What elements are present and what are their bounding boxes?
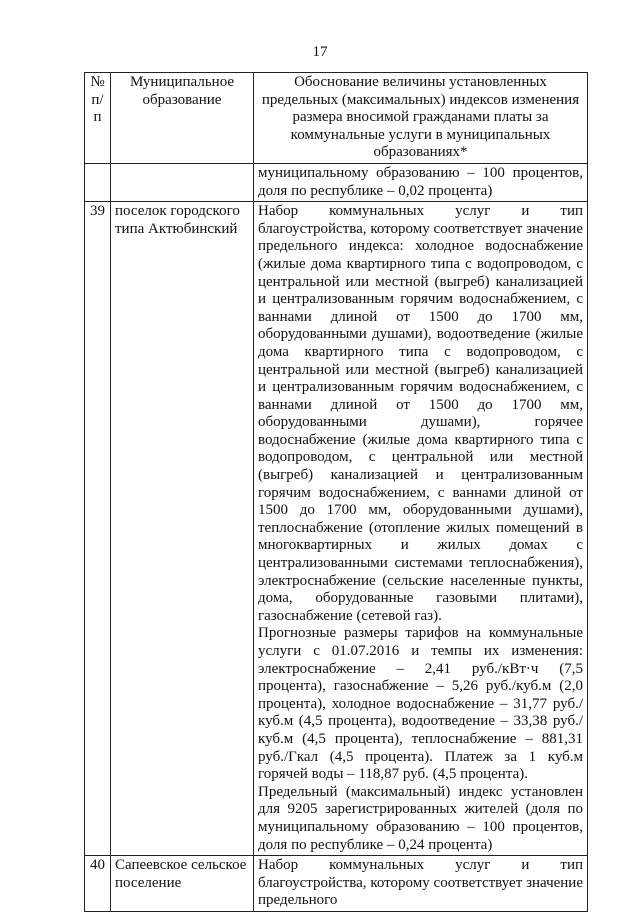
row-number bbox=[85, 163, 111, 201]
header-justification: Обоснование величины установленных предельных (максимальных) индексов изменения размера вносимой гражданами платы за коммунальные услуги в муниципальных образованиях* bbox=[254, 73, 588, 164]
row-justification bbox=[254, 163, 588, 201]
table-row bbox=[85, 202, 588, 856]
justification-paragraph: муниципальному образованию – 100 процентов, доля по республике – 0,02 процента) bbox=[258, 164, 583, 199]
row-municipality: поселок городского типа Актюбинский bbox=[111, 202, 254, 856]
header-num: № п/п bbox=[85, 73, 111, 164]
justification-paragraph: Набор коммунальных услуг и тип благоустройства, которому соответствует значение предельного bbox=[258, 857, 583, 909]
row-justification bbox=[254, 202, 588, 856]
header-municipality: Муниципальное образование bbox=[111, 73, 254, 164]
table-row bbox=[85, 856, 588, 912]
justification-paragraph: Набор коммунальных услуг и тип благоустройства, которому соответствует значение предельного индекса: холодное водоснабжение (жилые дома квартирного типа с водопроводом, с центральной или местной (выгреб) канализацией и централизованным горячим водоснабжением, с ваннами длиной от 1500 до 1700 мм, оборудованными душами), водоотведение (жилые дома квартирного типа с водопроводом, с центральной или местной (выгреб) канализацией и централизованным горячим водоснабжением, с ваннами длиной от 1500 до 1700 мм, оборудованными душами), горячее водоснабжение (жилые дома квартирного типа с водопроводом, с центральной или местной (выгреб) канализацией и централизованным горячим водоснабжением, с ваннами длиной от 1500 до 1700 мм, оборудованными душами), теплоснабжение (отопление жилых помещений в многоквартирных и жилых домах с централизованными системами теплоснабжения), электроснабжение (сельские населенные пункты, дома, оборудованные газовыми плитами), газоснабжение (сетевой газ). bbox=[258, 203, 583, 624]
row-justification bbox=[254, 856, 588, 912]
row-number: 40 bbox=[85, 856, 111, 912]
page-number: 17 bbox=[312, 44, 328, 60]
justification-paragraph: Прогнозные размеры тарифов на коммунальные услуги с 01.07.2016 и темпы их изменения: электроснабжение – 2,41 руб./кВт·ч (7,5 процента), газоснабжение – 5,26 руб./куб.м (2,0 процента), холодное водоснабжение – 31,77 руб./куб.м (4,5 процента), водоотведение – 33,38 руб./куб.м (4,5 процента), теплоснабжение – 881,31 руб./Гкал (4,5 процента). Платеж за 1 куб.м горячей воды – 118,87 руб. (4,5 процента). bbox=[258, 625, 583, 783]
row-municipality bbox=[111, 163, 254, 201]
row-municipality: Сапеевское сельское поселение bbox=[111, 856, 254, 912]
table-row bbox=[85, 163, 588, 201]
tariff-index-table bbox=[84, 72, 588, 912]
justification-paragraph: Предельный (максимальный) индекс установлен для 9205 зарегистрированных жителей (доля по муниципальному образованию – 100 процентов, доля по республике – 0,24 процента) bbox=[258, 783, 583, 853]
row-number: 39 bbox=[85, 202, 111, 856]
table-header-row bbox=[85, 73, 588, 164]
